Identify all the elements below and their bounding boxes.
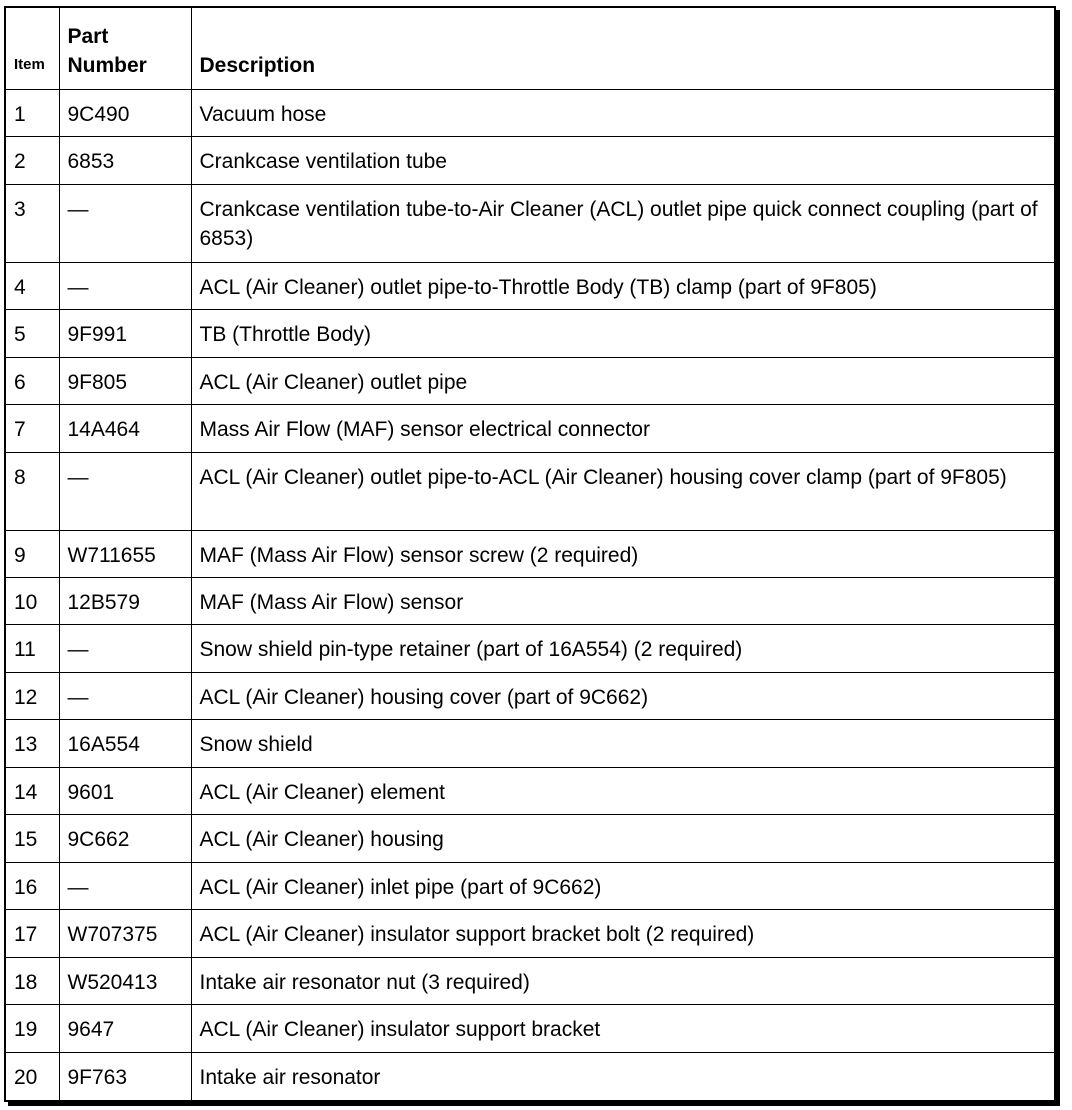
row-part-number: 9F805: [59, 357, 191, 404]
row-description: ACL (Air Cleaner) outlet pipe-to-ACL (Air Cleaner) housing cover clamp (part of 9F805): [191, 452, 1054, 530]
row-description: Crankcase ventilation tube-to-Air Cleaner (ACL) outlet pipe quick connect coupling (part of 6853): [191, 184, 1054, 262]
row-part-number: W711655: [59, 530, 191, 577]
row-description: ACL (Air Cleaner) outlet pipe: [191, 357, 1054, 404]
row-description: ACL (Air Cleaner) insulator support bracket: [191, 1005, 1054, 1052]
row-description: MAF (Mass Air Flow) sensor: [191, 577, 1054, 624]
row-item: 6: [6, 357, 59, 404]
row-description: Intake air resonator: [191, 1052, 1054, 1100]
row-item: 19: [6, 1005, 59, 1052]
header-part-number-line1: Part: [67, 25, 109, 48]
row-item: 16: [6, 862, 59, 909]
row-part-number: W520413: [59, 957, 191, 1004]
row-item: 8: [6, 452, 59, 530]
header-part-number-line2: Number: [67, 54, 147, 77]
table-row: [6, 625, 1054, 672]
table-row: [6, 672, 1054, 719]
row-description: ACL (Air Cleaner) insulator support bracket bolt (2 required): [191, 910, 1054, 957]
table-row: [6, 530, 1054, 577]
row-part-number: —: [59, 625, 191, 672]
row-part-number: 14A464: [59, 405, 191, 452]
table-row: [6, 862, 1054, 909]
table-row: [6, 910, 1054, 957]
table-row: [6, 720, 1054, 767]
table-row: [6, 767, 1054, 814]
row-item: 10: [6, 577, 59, 624]
row-description: ACL (Air Cleaner) inlet pipe (part of 9C662): [191, 862, 1054, 909]
row-description: Intake air resonator nut (3 required): [191, 957, 1054, 1004]
table-row: [6, 405, 1054, 452]
row-description: Snow shield pin-type retainer (part of 16A554) (2 required): [191, 625, 1054, 672]
row-item: 1: [6, 90, 59, 137]
row-part-number: 9647: [59, 1005, 191, 1052]
row-part-number: —: [59, 262, 191, 309]
table-row: [6, 184, 1054, 262]
row-description: ACL (Air Cleaner) housing cover (part of 9C662): [191, 672, 1054, 719]
row-part-number: —: [59, 184, 191, 262]
row-item: 13: [6, 720, 59, 767]
row-part-number: 9F763: [59, 1052, 191, 1100]
row-item: 11: [6, 625, 59, 672]
table-row: [6, 452, 1054, 530]
table-header-row: [6, 8, 1054, 90]
row-item: 15: [6, 815, 59, 862]
table-row: [6, 90, 1054, 137]
row-part-number: 9601: [59, 767, 191, 814]
table-row: [6, 262, 1054, 309]
row-part-number: —: [59, 862, 191, 909]
row-part-number: 9C662: [59, 815, 191, 862]
row-description: ACL (Air Cleaner) element: [191, 767, 1054, 814]
row-item: 17: [6, 910, 59, 957]
table-row: [6, 137, 1054, 184]
table-row: [6, 1052, 1054, 1100]
header-item: Item: [6, 8, 59, 90]
row-item: 18: [6, 957, 59, 1004]
row-description: MAF (Mass Air Flow) sensor screw (2 required): [191, 530, 1054, 577]
row-description: ACL (Air Cleaner) outlet pipe-to-Throttle Body (TB) clamp (part of 9F805): [191, 262, 1054, 309]
row-item: 5: [6, 310, 59, 357]
row-description: TB (Throttle Body): [191, 310, 1054, 357]
header-description: Description: [191, 8, 1054, 90]
row-item: 3: [6, 184, 59, 262]
row-item: 20: [6, 1052, 59, 1100]
row-part-number: 12B579: [59, 577, 191, 624]
row-part-number: —: [59, 452, 191, 530]
parts-table: [6, 8, 1054, 1100]
row-part-number: W707375: [59, 910, 191, 957]
row-part-number: 9C490: [59, 90, 191, 137]
table-row: [6, 310, 1054, 357]
table-row: [6, 815, 1054, 862]
table-row: [6, 577, 1054, 624]
parts-table-frame: [4, 6, 1056, 1102]
row-part-number: 16A554: [59, 720, 191, 767]
table-row: [6, 357, 1054, 404]
row-description: Crankcase ventilation tube: [191, 137, 1054, 184]
row-part-number: —: [59, 672, 191, 719]
row-part-number: 9F991: [59, 310, 191, 357]
row-item: 9: [6, 530, 59, 577]
table-row: [6, 1005, 1054, 1052]
row-item: 4: [6, 262, 59, 309]
row-description: Vacuum hose: [191, 90, 1054, 137]
table-row: [6, 957, 1054, 1004]
row-item: 12: [6, 672, 59, 719]
row-description: Snow shield: [191, 720, 1054, 767]
row-part-number: 6853: [59, 137, 191, 184]
row-description: Mass Air Flow (MAF) sensor electrical connector: [191, 405, 1054, 452]
row-item: 7: [6, 405, 59, 452]
row-item: 2: [6, 137, 59, 184]
row-item: 14: [6, 767, 59, 814]
row-description: ACL (Air Cleaner) housing: [191, 815, 1054, 862]
header-part-number: [59, 8, 191, 90]
